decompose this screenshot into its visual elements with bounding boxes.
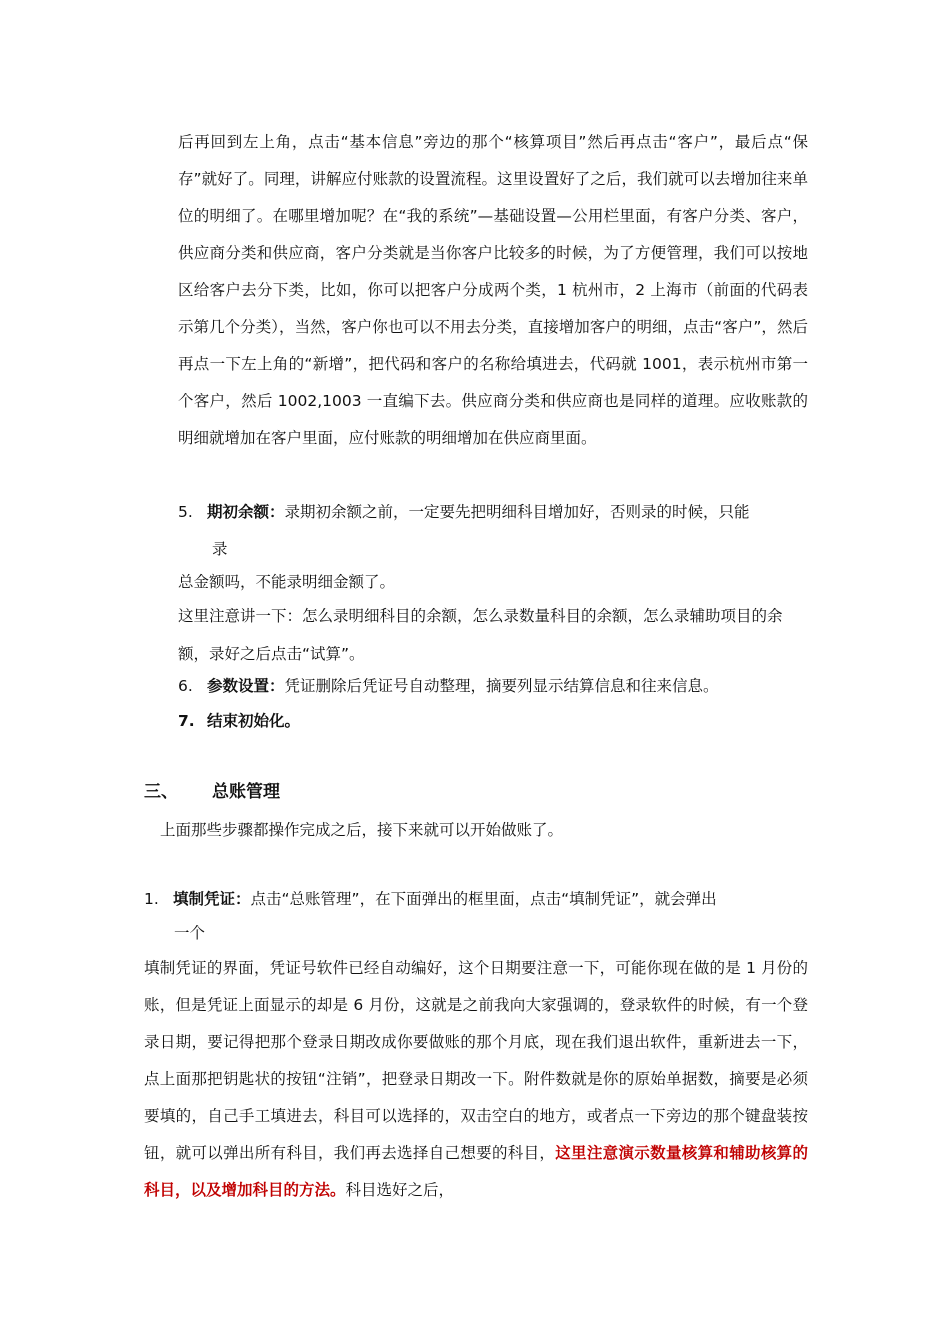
section-intro: 上面那些步骤都操作完成之后，接下来就可以开始做账了。 bbox=[160, 821, 564, 839]
list-item-opening-balance bbox=[178, 494, 808, 568]
section-heading bbox=[144, 777, 744, 807]
section-number: 三、 bbox=[144, 782, 178, 802]
list-number: 1. bbox=[144, 890, 159, 908]
list-number: 5. bbox=[178, 503, 193, 521]
list-number: 6. bbox=[178, 677, 193, 695]
section-title: 总账管理 bbox=[212, 782, 280, 802]
paragraph-tail: 科目选好之后， bbox=[345, 1181, 455, 1199]
list-item-title: 参数设置： bbox=[207, 677, 285, 695]
list-item-continuation: 一个 bbox=[174, 924, 206, 942]
list-item-text: 点击“总账管理”，在下面弹出的框里面，点击“填制凭证”，就会弹出 bbox=[250, 890, 717, 908]
list-item-continuation: 录 bbox=[212, 540, 228, 558]
paragraph-fill-voucher bbox=[144, 950, 808, 1209]
list-item-parameter-settings bbox=[178, 669, 808, 703]
list-item-end-initialization bbox=[178, 704, 808, 738]
list-number: 7. bbox=[178, 712, 195, 730]
list-item-fill-voucher bbox=[144, 882, 808, 950]
opening-balance-note: 这里注意讲一下：怎么录明细科目的余额，怎么录数量科目的余额，怎么录辅助项目的余额，录好之后点击“试算”。 bbox=[178, 607, 783, 663]
list-item-title: 填制凭证： bbox=[173, 890, 251, 908]
list-item-title: 结束初始化。 bbox=[207, 712, 301, 730]
paragraph-text: 填制凭证的界面，凭证号软件已经自动编好，这个日期要注意一下，可能你现在做的是 1 月份的账，但是凭证上面显示的却是 6 月份，这就是之前我向大家强调的，登录软件的时候，有一个登录日期，要记得把那个登录日期改成你要做账的那个月底，现在我们退出软件，重新进去一下，点上面那把钥匙状的按钮“注销”，把登录日期改一下。附件数就是你的原始单据数，摘要是必须要填的，自己手工填进去，科目可以选择的，双击空白的地方，或者点一下旁边的那个键盘装按钮，就可以弹出所有科目，我们再去选择自己想要的科目， bbox=[144, 959, 808, 1162]
paragraph-accounts-setup: 后再回到左上角，点击“基本信息”旁边的那个“核算项目”然后再点击“客户”，最后点“保存”就好了。同理，讲解应付账款的设置流程。这里设置好了之后，我们就可以去增加往来单位的明细了。在哪里增加呢？在“我的系统”—基础设置—公用栏里面，有客户分类、客户，供应商分类和供应商，客户分类就是当你客户比较多的时候，为了方便管理，我们可以按地区给客户去分下类，比如，你可以把客户分成两个类，1 杭州市，2 上海市（前面的代码表示第几个分类），当然，客户你也可以不用去分类，直接增加客户的明细，点击“客户”，然后再点一下左上角的“新增”，把代码和客户的名称给填进去，代码就 1001，表示杭州市第一个客户，然后 1002,1003 一直编下去。供应商分类和供应商也是同样的道理。应收账款的明细就增加在客户里面，应付账款的明细增加在供应商里面。 bbox=[178, 133, 808, 447]
highlight-text: 这里注意演示数量核算和辅助核算的科目，以及增加科目的方法。 bbox=[144, 1144, 808, 1199]
opening-balance-line2: 总金额吗，不能录明细金额了。 bbox=[178, 573, 396, 591]
list-item-text: 录期初余额之前，一定要先把明细科目增加好，否则录的时候，只能 bbox=[284, 503, 750, 521]
list-item-title: 期初余额： bbox=[207, 503, 285, 521]
list-item-text: 凭证删除后凭证号自动整理，摘要列显示结算信息和往来信息。 bbox=[284, 677, 719, 695]
